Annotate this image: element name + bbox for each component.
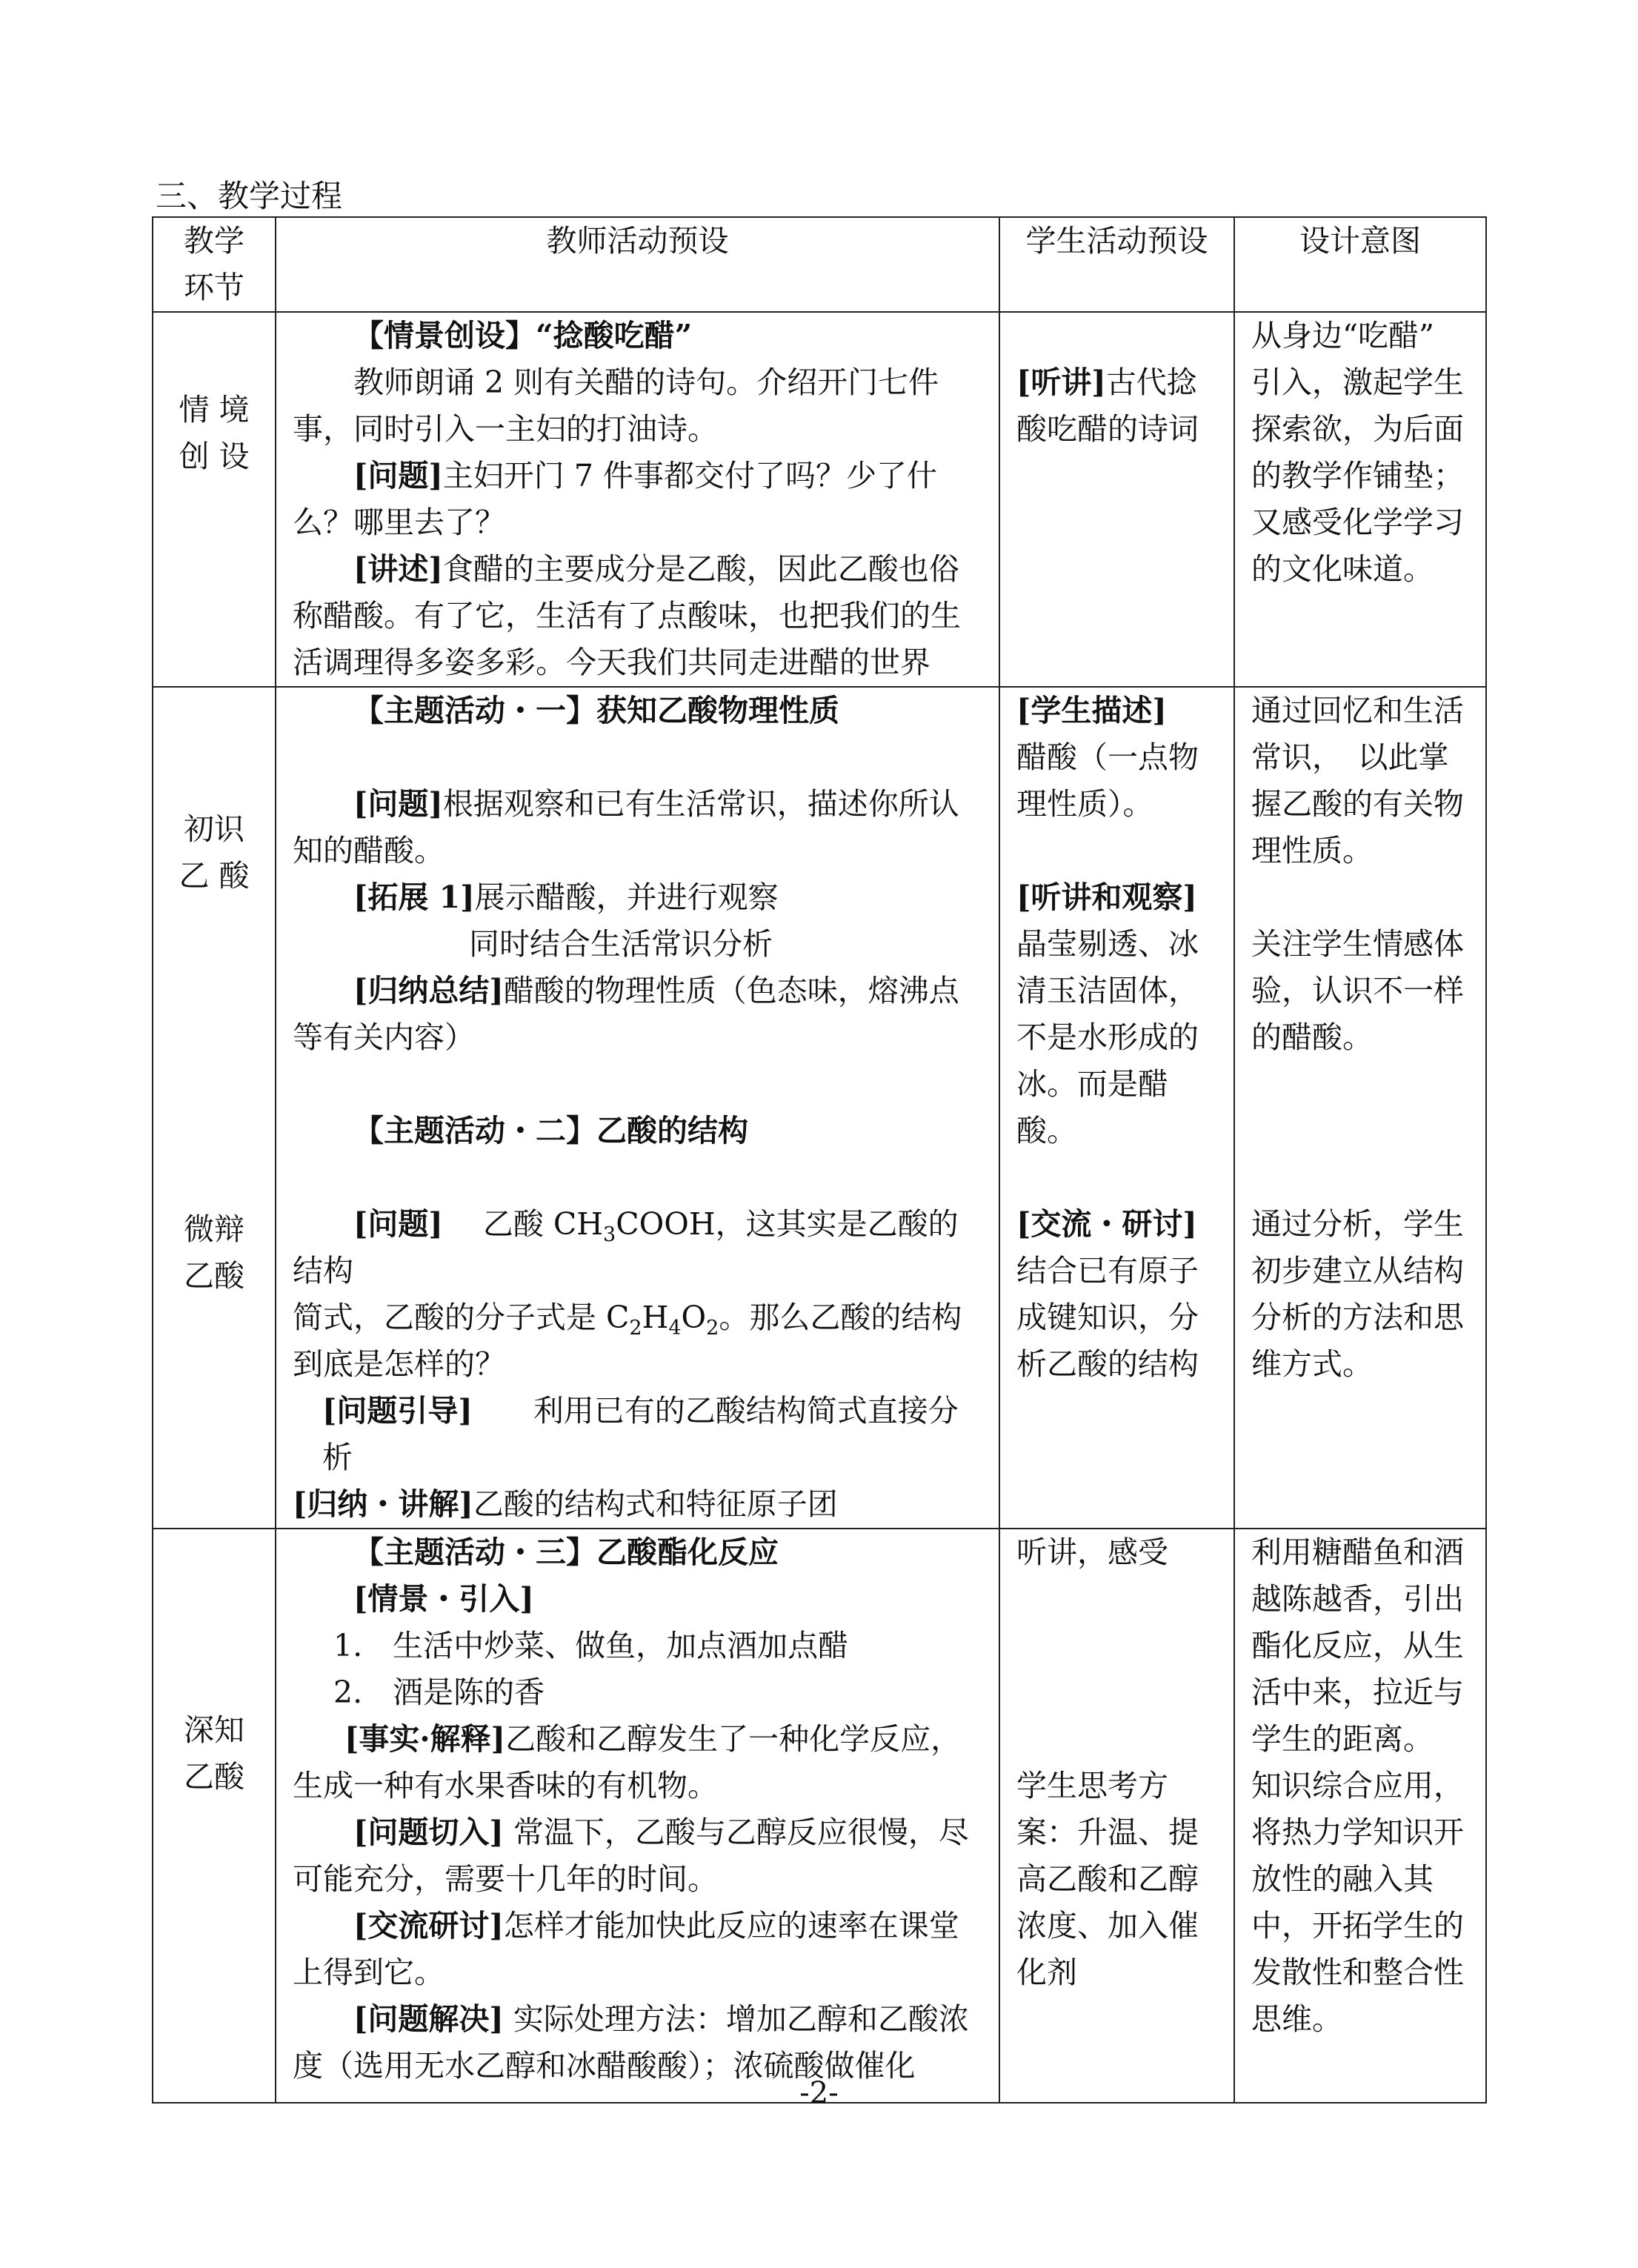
table-row: [153, 312, 1486, 687]
teacher-cell: 【主题活动・一】获知乙酸物理性质 [问题]根据观察和已有生活常识，描述你所认 知的醋酸。 [拓展 1]展示醋酸，并进行观察 同时结合生活常识分析 [归纳总结]醋酸的物理性质（色态味，熔沸点 等有关内容） 【主题活动・二】乙酸的结构 [问题] 乙酸 $CH_3COOH$，这其实是乙酸的结构 简式，乙酸的分子式是 $C_2H_4O_2$。那么乙酸的结构 到底是怎样的？ [问题引导] 利用已有的乙酸结构简式直接分析 [归纳・讲解]乙酸的结构式和特征原子团: [276, 687, 999, 1529]
table-header-row: [153, 217, 1486, 312]
header-stage: 教学 环节: [153, 217, 276, 312]
intent-cell: 利用糖醋鱼和酒 越陈越香，引出 酯化反应，从生 活中来，拉近与 学生的距离。 知识综合应用， 将热力学知识开 放性的融入其 中，开拓学生的 发散性和整合性 思维。: [1234, 1529, 1486, 2103]
header-teacher: 教师活动预设: [276, 217, 999, 312]
header-intent: 设计意图: [1234, 217, 1486, 312]
intent-cell: 通过回忆和生活 常识， 以此掌 握乙酸的有关物 理性质。 关注学生情感体 验，认识不一样 的醋酸。 通过分析，学生 初步建立从结构 分析的方法和思 维方式。: [1234, 687, 1486, 1529]
stage-cell: 情 境 创 设: [153, 312, 276, 687]
teaching-process-table: [152, 216, 1487, 2104]
teacher-cell: 【情景创设】“捻酸吃醋” 教师朗诵 2 则有关醋的诗句。介绍开门七件 事，同时引入一主妇的打油诗。 [问题]主妇开门 7 件事都交付了吗？少了什 么？哪里去了？ [讲述]食醋的主要成分是乙酸，因此乙酸也俗 称醋酸。有了它，生活有了点酸味，也把我们的生 活调理得多姿多彩。今天我们共同走进醋的世界: [276, 312, 999, 687]
table-row: [153, 687, 1486, 1529]
intent-cell: 从身边“吃醋” 引入，激起学生 探索欲，为后面 的教学作铺垫； 又感受化学学习 的文化味道。: [1234, 312, 1486, 687]
teacher-cell: 【主题活动・三】乙酸酯化反应 [情景・引入] 1. 生活中炒菜、做鱼，加点酒加点醋 2. 酒是陈的香 [事实·解释]乙酸和乙醇发生了一种化学反应， 生成一种有水果香味的有机物。 [问题切入] 常温下，乙酸与乙醇反应很慢，尽 可能充分，需要十几年的时间。 [交流研讨]怎样才能加快此反应的速率在课堂 上得到它。 [问题解决] 实际处理方法：增加乙醇和乙酸浓 度（选用无水乙醇和冰醋酸酸）；浓硫酸做催化: [276, 1529, 999, 2103]
table-row: [153, 1529, 1486, 2103]
section-title: 三、教学过程: [156, 178, 343, 214]
header-student: 学生活动预设: [999, 217, 1234, 312]
stage-cell: 初识 乙 酸 微辩 乙酸: [153, 687, 276, 1529]
student-cell: [学生描述] 醋酸（一点物 理性质）。 [听讲和观察] 晶莹剔透、冰 清玉洁固体， 不是水形成的 冰。而是醋 酸。 [交流・研讨] 结合已有原子 成键知识，分 析乙酸的结构: [999, 687, 1234, 1529]
student-cell: [听讲]古代捻 酸吃醋的诗词: [999, 312, 1234, 687]
student-cell: 听讲，感受 学生思考方 案：升温、提 高乙酸和乙醇 浓度、加入催 化剂: [999, 1529, 1234, 2103]
stage-cell: 深知 乙酸: [153, 1529, 276, 2103]
page-number: -2-: [799, 2076, 839, 2110]
